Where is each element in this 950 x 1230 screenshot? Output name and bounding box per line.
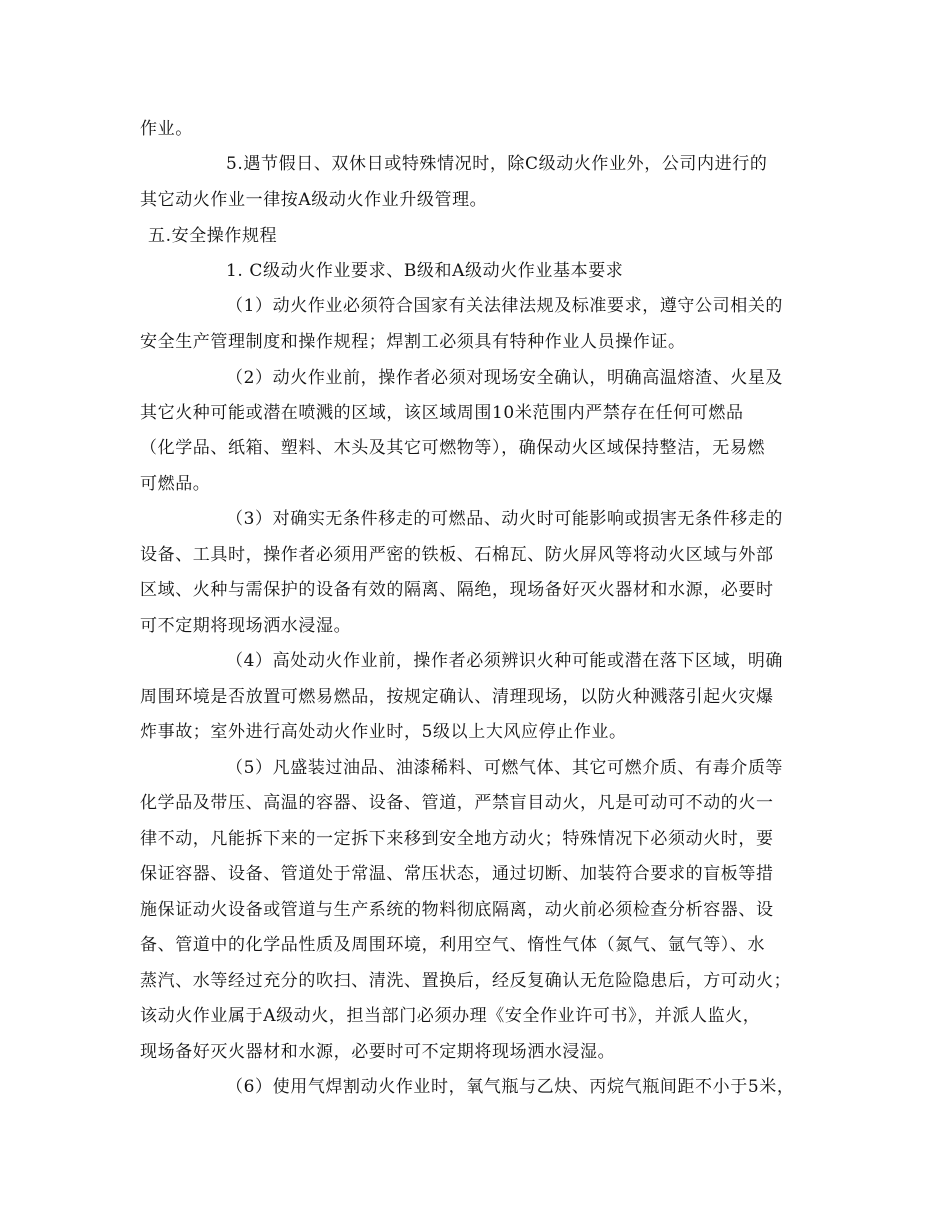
text-line: 5.遇节假日、双休日或特殊情况时，除C级动火作业外，公司内进行的 — [226, 154, 768, 174]
text-line: 备、管道中的化学品性质及周围环境，利用空气、惰性气体（氮气、氩气等）、水 — [140, 935, 766, 955]
text-line: 安全生产管理制度和操作规程；焊割工必须具有特种作业人员操作证。 — [140, 332, 686, 352]
text-line: 该动火作业属于A级动火，担当部门必须办理《安全作业许可书》，并派人监火， — [140, 1006, 761, 1026]
text-line: 保证容器、设备、管道处于常温、常压状态，通过切断、加装符合要求的盲板等措 — [140, 864, 774, 884]
text-line: 律不动，凡能拆下来的一定拆下来移到安全地方动火；特殊情况下必须动火时，要 — [140, 829, 774, 849]
text-line: 施保证动火设备或管道与生产系统的物料彻底隔离，动火前必须检查分析容器、设 — [140, 900, 774, 920]
text-line: （4）高处动火作业前，操作者必须辨识火种可能或潜在落下区域，明确 — [226, 651, 784, 671]
text-line: 蒸汽、水等经过充分的吹扫、清洗、置换后，经反复确认无危险隐患后，方可动火； — [140, 971, 792, 991]
text-line: 作业。 — [140, 119, 193, 139]
text-line: 设备、工具时，操作者必须用严密的铁板、石棉瓦、防火屏风等将动火区域与外部 — [140, 545, 774, 565]
text-line: （5）凡盛装过油品、油漆稀料、可燃气体、其它可燃介质、有毒介质等 — [226, 758, 784, 778]
text-line: （化学品、纸箱、塑料、木头及其它可燃物等），确保动火区域保持整洁，无易燃 — [140, 438, 766, 458]
text-line: （6）使用气焊割动火作业时，氧气瓶与乙炔、丙烷气瓶间距不小于5米， — [226, 1077, 795, 1097]
text-line: 可不定期将现场洒水浸湿。 — [140, 616, 352, 636]
text-line: 炸事故；室外进行高处动火作业时，5级以上大风应停止作业。 — [140, 722, 627, 742]
subsection-heading: 1. C级动火作业要求、B级和A级动火作业基本要求 — [226, 261, 624, 281]
text-line: （1）动火作业必须符合国家有关法律法规及标准要求，遵守公司相关的 — [226, 296, 784, 316]
text-line: 其它动火作业一律按A级动火作业升级管理。 — [140, 190, 488, 210]
text-line: 区域、火种与需保护的设备有效的隔离、隔绝，现场备好灭火器材和水源，必要时 — [140, 580, 774, 600]
text-line: 其它火种可能或潜在喷溅的区域，该区域周围10米范围内严禁存在任何可燃品 — [140, 403, 744, 423]
text-line: 可燃品。 — [140, 474, 211, 494]
text-line: 化学品及带压、高温的容器、设备、管道，严禁盲目动火，凡是可动可不动的火一 — [140, 793, 774, 813]
text-line: （2）动火作业前，操作者必须对现场安全确认，明确高温熔渣、火星及 — [226, 368, 784, 388]
section-heading: 五.安全操作规程 — [148, 226, 278, 246]
text-line: 周围环境是否放置可燃易燃品，按规定确认、清理现场，以防火种溅落引起火灾爆 — [140, 687, 774, 707]
text-line: （3）对确实无条件移走的可燃品、动火时可能影响或损害无条件移走的 — [226, 509, 784, 529]
text-line: 现场备好灭火器材和水源，必要时可不定期将现场洒水浸湿。 — [140, 1042, 616, 1062]
